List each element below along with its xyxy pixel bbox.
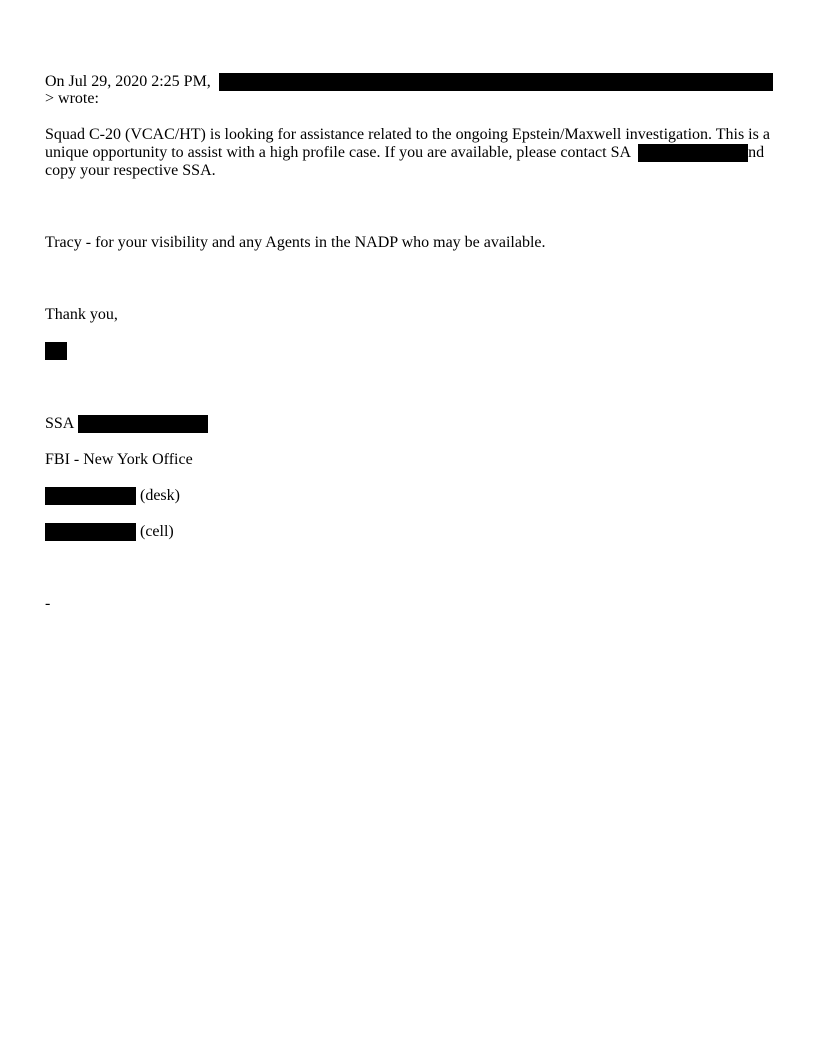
email-header-suffix-line	[45, 90, 99, 108]
body-line-3	[45, 162, 216, 180]
redacted-cell-number-block	[45, 523, 136, 541]
body-text-line-1: Squad C-20 (VCAC/HT) is looking for assistance related to the ongoing Epstein/Maxwell investigation. This is a	[45, 126, 770, 143]
body-text-line-3: copy your respective SSA.	[45, 162, 216, 179]
redacted-desk-number-block	[45, 487, 136, 505]
signature-desk-line	[45, 487, 180, 505]
email-header-prefix: On Jul 29, 2020 2:25 PM,	[45, 73, 211, 90]
signature-desk-label: (desk)	[140, 487, 180, 504]
signature-title-prefix: SSA	[45, 415, 74, 432]
signature-office: FBI - New York Office	[45, 451, 193, 468]
signature-cell-line	[45, 523, 174, 541]
tracy-text: Tracy - for your visibility and any Agents in the NADP who may be available.	[45, 234, 546, 251]
redacted-contact-block	[638, 144, 748, 162]
body-text-line-2-start: unique opportunity to assist with a high profile case. If you are available, please contact SA	[45, 144, 631, 161]
redacted-name-block	[45, 342, 67, 360]
body-line-1	[45, 126, 770, 144]
body-line-2	[45, 144, 764, 162]
tracy-line	[45, 234, 546, 252]
redacted-name-line	[45, 342, 67, 360]
signature-title-line	[45, 415, 208, 433]
trailer-dash: -	[45, 595, 51, 612]
signature-cell-label: (cell)	[140, 523, 174, 540]
redacted-ssa-name-block	[78, 415, 208, 433]
email-header-line	[45, 73, 773, 91]
signature-office-line	[45, 451, 193, 469]
closing-line	[45, 306, 118, 324]
body-text-line-2-end: nd	[748, 144, 765, 161]
redacted-sender-block	[219, 73, 773, 91]
closing-text: Thank you,	[45, 306, 118, 323]
email-header-suffix: > wrote:	[45, 90, 99, 107]
trailer-line	[45, 595, 50, 613]
